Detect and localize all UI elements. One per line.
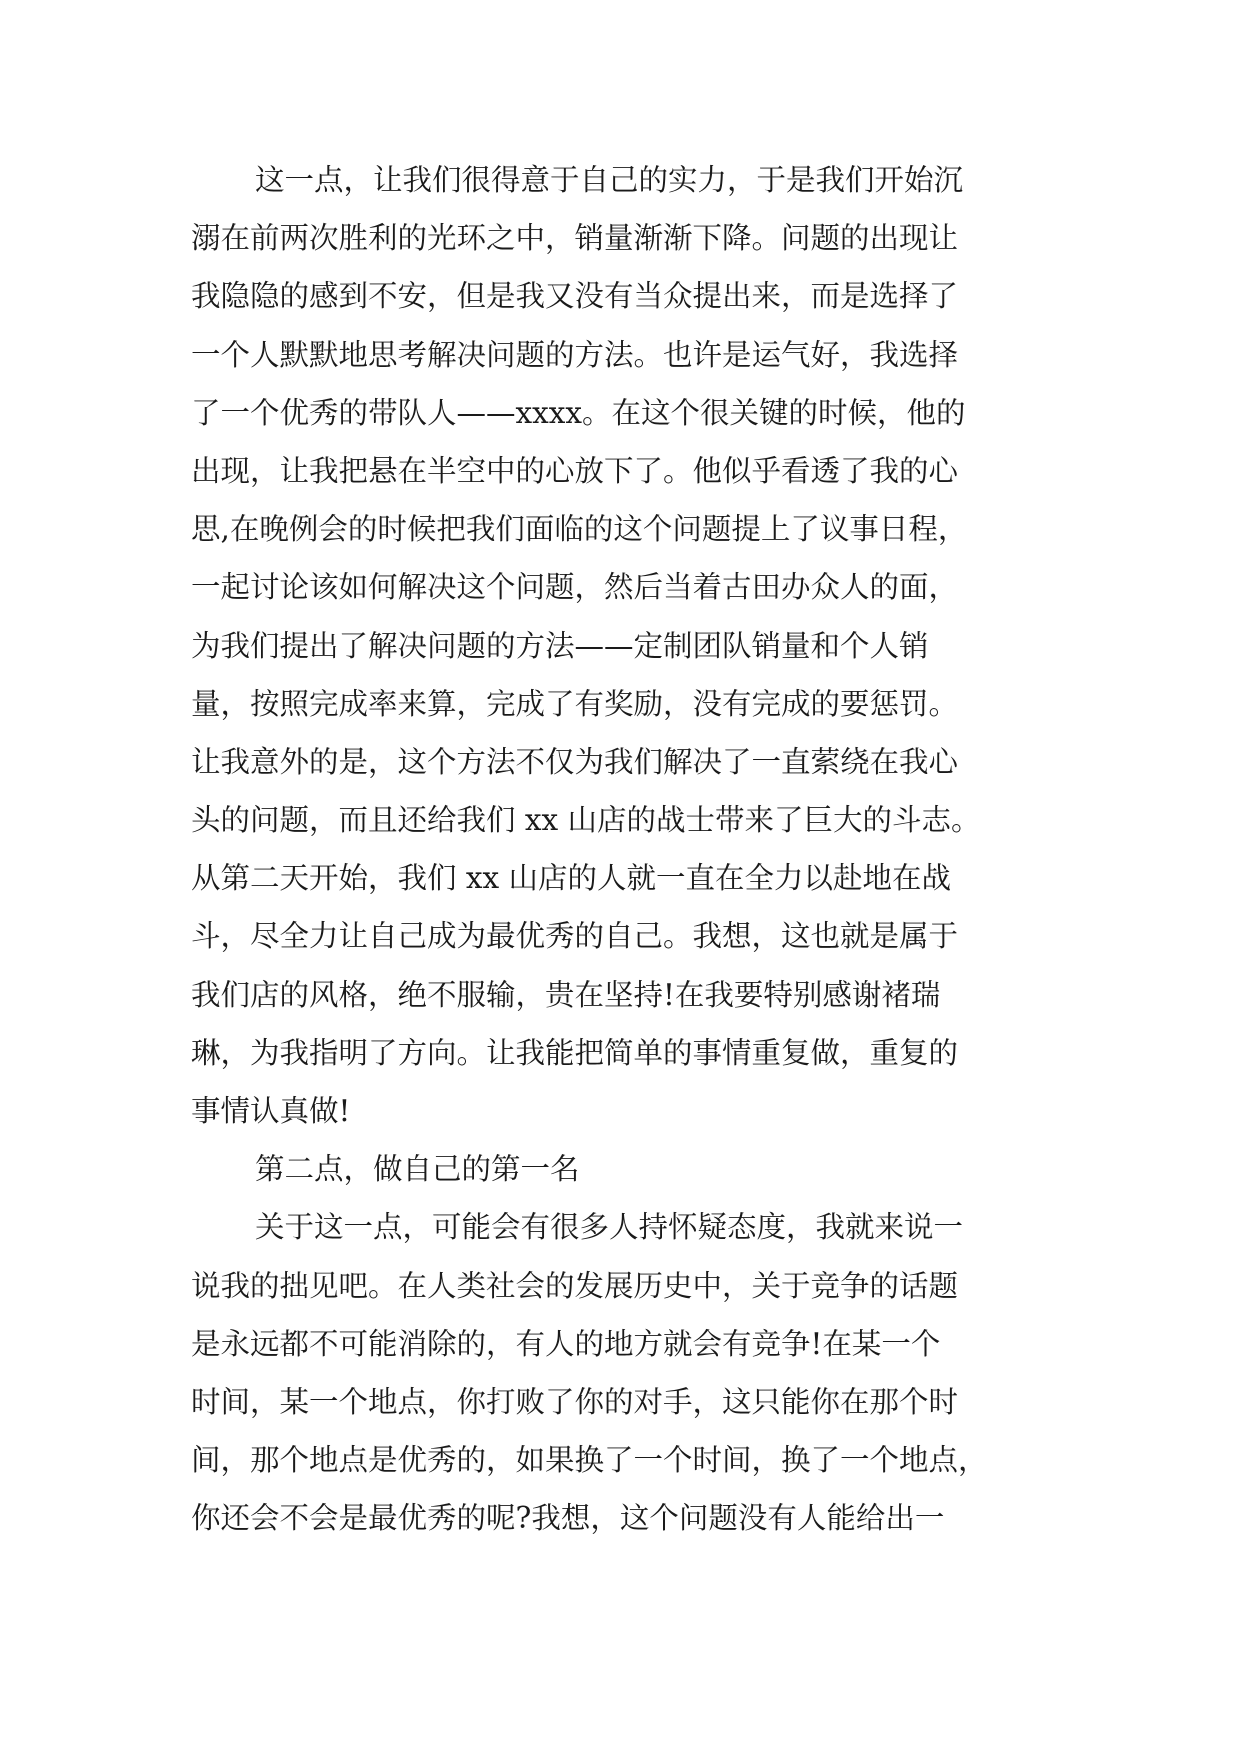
text-line: 事情认真做! <box>191 1094 351 1128</box>
text-line: 了一个优秀的带队人——xxxx。在这个很关键的时候，他的 <box>191 395 966 430</box>
text-line: 你还会不会是最优秀的呢?我想，这个问题没有人能给出一 <box>191 1501 945 1536</box>
body-text <box>191 160 1051 1557</box>
text-line: 思,在晚例会的时候把我们面临的这个问题提上了议事日程， <box>191 512 968 547</box>
section-heading: 第二点，做自己的第一名 <box>255 1152 580 1187</box>
text-line: 关于这一点，可能会有很多人持怀疑态度，我就来说一 <box>255 1210 964 1245</box>
text-line: 我们店的风格，绝不服输，贵在坚持!在我要特别感谢褚瑞 <box>191 977 941 1012</box>
text-line: 从第二天开始，我们 xx 山店的人就一直在全力以赴地在战 <box>191 861 952 896</box>
text-line: 说我的拙见吧。在人类社会的发展历史中，关于竞争的话题 <box>191 1268 959 1303</box>
text-line: 量，按照完成率来算，完成了有奖励，没有完成的要惩罚。 <box>191 686 959 721</box>
text-line: 时间，某一个地点，你打败了你的对手，这只能你在那个时 <box>191 1384 959 1419</box>
text-line: 间，那个地点是优秀的，如果换了一个时间，换了一个地点， <box>191 1443 988 1478</box>
text-line: 琳，为我指明了方向。让我能把简单的事情重复做，重复的 <box>191 1035 959 1070</box>
text-line: 这一点，让我们很得意于自己的实力，于是我们开始沉 <box>255 163 964 197</box>
text-line: 一个人默默地思考解决问题的方法。也许是运气好，我选择 <box>191 337 959 372</box>
text-line: 为我们提出了解决问题的方法——定制团队销量和个人销 <box>191 628 929 663</box>
text-line: 斗，尽全力让自己成为最优秀的自己。我想，这也就是属于 <box>191 919 959 954</box>
text-line: 溺在前两次胜利的光环之中，销量渐渐下降。问题的出现让 <box>191 221 959 256</box>
text-line: 我隐隐的感到不安，但是我又没有当众提出来，而是选择了 <box>191 279 959 314</box>
text-line: 出现，让我把悬在半空中的心放下了。他似乎看透了我的心 <box>191 453 959 488</box>
text-line: 头的问题，而且还给我们 xx 山店的战士带来了巨大的斗志。 <box>191 803 981 838</box>
text-line: 是永远都不可能消除的，有人的地方就会有竞争!在某一个 <box>191 1326 941 1361</box>
text-line: 让我意外的是，这个方法不仅为我们解决了一直萦绕在我心 <box>191 744 959 779</box>
text-line: 一起讨论该如何解决这个问题，然后当着古田办众人的面， <box>191 570 959 605</box>
